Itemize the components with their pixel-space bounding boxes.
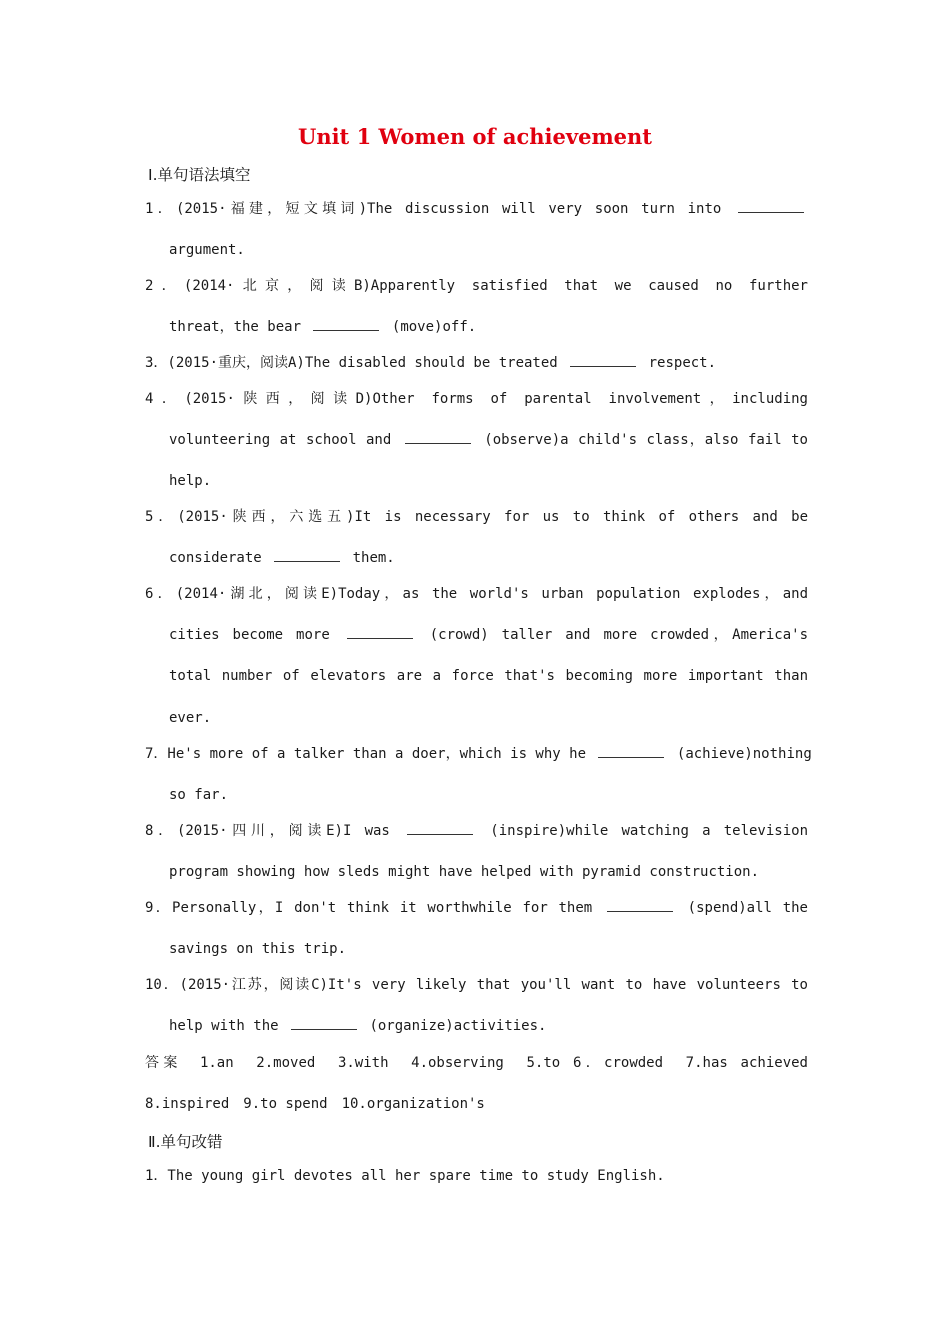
answer-blank[interactable] [738,199,804,213]
section-2-question-1: 1．The young girl devotes all her spare time to study English. [145,1168,665,1184]
question-7: 7．He's more of a talker than a doer，which is why he (achieve)nothing [145,746,812,762]
question-5-cont: considerate them. [169,550,395,566]
answer-blank[interactable] [405,430,471,444]
question-8-cont: program showing how sleds might have helped with pyramid construction. [169,864,760,880]
question-6-cont-2: total number of elevators are a force that's becoming more important than [169,668,808,684]
answer-blank[interactable] [407,821,473,835]
answer-blank[interactable] [607,898,673,912]
question-1: 1．(2015·福建，短文填词)The discussion will very soon turn into [145,199,808,219]
question-6: 6．(2014·湖北，阅读E)Today，as the world's urban population explodes，and [145,586,808,602]
question-4-cont-2: help. [169,473,212,489]
answer-blank[interactable] [313,317,379,331]
question-5: 5．(2015·陕西，六选五)It is necessary for us to think of others and be [145,509,808,525]
question-8: 8．(2015·四川，阅读E)I was (inspire)while watching a television [145,823,809,839]
answer-blank[interactable] [274,548,340,562]
question-2-cont: threat，the bear (move)off. [169,319,477,335]
section-2-heading: Ⅱ.单句改错 [148,1133,223,1151]
answer-blank[interactable] [598,744,664,758]
question-6-cont: cities become more (crowd) taller and more crowded，America's [169,627,809,643]
section-1-heading: Ⅰ.单句语法填空 [148,166,251,184]
question-9-cont: savings on this trip. [169,941,347,957]
question-4: 4．(2015·陕西，阅读D)Other forms of parental involvement，including [145,391,808,407]
question-2: 2．(2014·北京，阅读B)Apparently satisfied that we caused no further [145,278,808,294]
question-7-cont: so far. [169,787,229,803]
question-4-cont: volunteering at school and (observe)a child's class，also fail to [169,432,808,448]
question-10: 10．(2015·江苏，阅读C)It's very likely that you'll want to have volunteers to [145,977,808,993]
answer-blank[interactable] [347,625,413,639]
answer-key-cont: 8.inspired 9.to spend 10.organization's [145,1096,485,1112]
question-9: 9．Personally，I don't think it worthwhile for them (spend)all the [145,900,808,916]
answer-blank[interactable] [291,1016,357,1030]
question-10-cont: help with the (organize)activities. [169,1018,547,1034]
question-3: 3．(2015·重庆，阅读A)The disabled should be treated respect. [145,355,717,371]
page-title: Unit 1 Women of achievement [298,124,652,149]
question-1-cont: argument. [169,242,245,258]
question-6-cont-3: ever. [169,710,212,726]
answer-blank[interactable] [570,353,636,367]
answer-key: 答案 1.an 2.moved 3.with 4.observing 5.to 6．crowded 7.has achieved [145,1055,808,1071]
